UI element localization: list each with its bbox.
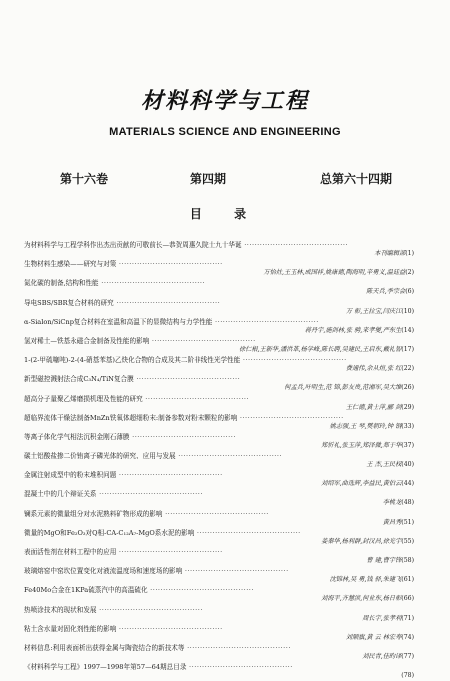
toc-entry[interactable] bbox=[14, 413, 414, 432]
toc-leader-dots: ········································ bbox=[162, 509, 269, 518]
toc-page-number: (1) bbox=[405, 250, 414, 257]
toc-entry-title: 混凝土中的几个辩证关系 ········································ bbox=[24, 490, 203, 499]
toc-entry-authors bbox=[239, 346, 414, 354]
toc-author-names: 万怡灶,王玉林,成国祥,姚康德,陶海明,辛勇义,温廷益 bbox=[263, 269, 406, 277]
contents-heading: 目 录 bbox=[189, 207, 261, 221]
toc-entry[interactable] bbox=[14, 605, 414, 624]
toc-entry-authors bbox=[362, 615, 414, 623]
toc-leader-dots: ········································ bbox=[212, 317, 319, 326]
toc-page-number: (2) bbox=[405, 269, 414, 277]
toc-entry-title: 1-(2-甲硫噻吨)-2-(4-硝基苯基)乙炔化合物的合成及其二阶非线性光学性能 ········································ bbox=[24, 356, 347, 365]
toc-entry-title: 镧系元素的微量组分对水泥熟料矿物形成的影响 ········································ bbox=[24, 509, 269, 518]
toc-page-number: (58) bbox=[401, 557, 414, 564]
toc-leader-dots: ········································ bbox=[96, 490, 203, 499]
toc-page-number: (22) bbox=[401, 365, 414, 373]
toc-page-number: (51) bbox=[401, 518, 414, 526]
toc-author-names: 本刊编辑部 bbox=[374, 250, 406, 257]
toc-entry[interactable] bbox=[14, 509, 414, 528]
toc-page-number: (40) bbox=[401, 461, 414, 469]
toc-entry-title: 微量的MgO和Fe₂O₃对Q相-CA-C₁₂A₇-MgO系水泥的影响 ········································ bbox=[24, 528, 301, 537]
toc-page-number: (33) bbox=[401, 422, 414, 430]
toc-entry-title: 热喷涂技术的现状和发展 ········································ bbox=[24, 605, 203, 614]
issue-info bbox=[60, 170, 400, 188]
toc-author-names: 刘绍军,曲选辉,李益民,黄伯云 bbox=[321, 480, 402, 488]
toc-author-names: 姚志强,王 琴,樊朝玲,钟 钢 bbox=[329, 422, 402, 430]
toc-entry[interactable] bbox=[14, 643, 414, 662]
toc-page-number: (44) bbox=[401, 480, 414, 488]
toc-entry-title: 为材料科学与工程学科作出杰出贡献的可敬前长—恭贺周惠久院士九十华诞 ········································ bbox=[24, 241, 349, 249]
toc-entry[interactable] bbox=[14, 489, 414, 508]
toc-entry-authors bbox=[321, 538, 414, 546]
journal-title-cn: 材料科学与工程 bbox=[140, 88, 309, 114]
toc-entry-authors bbox=[321, 595, 414, 603]
toc-entry-title: 新型磁控溅射法合成C₃N₄/TiN复合膜 ········································ bbox=[24, 375, 241, 384]
toc-author-names: 刘民青,佳旳译 bbox=[362, 652, 402, 660]
toc-leader-dots: ········································ bbox=[96, 605, 203, 614]
toc-author-names: 周长宇,张孝利 bbox=[362, 614, 402, 622]
toc-leader-dots: ········································ bbox=[186, 663, 293, 672]
toc-entry-authors bbox=[330, 576, 414, 584]
toc-author-names: 曹 建,曹宇锋 bbox=[366, 557, 402, 564]
toc-leader-dots: ········································ bbox=[175, 452, 283, 461]
toc-entry-title: 氢对稀土—铁基永磁合金制备及性能的影响 ········································ bbox=[24, 336, 256, 345]
toc-entry-authors bbox=[383, 499, 414, 507]
toc-entry-title: 金属注射成型中的粉末堆积问题 ········································ bbox=[24, 471, 223, 480]
toc-author-names: 黄昌秀 bbox=[382, 518, 402, 526]
toc-page-number: (61) bbox=[401, 576, 414, 584]
toc-entry-title: α-Sialon/SiCnp复合材料在室温和高温下的显微结构与力学性能 ········································ bbox=[24, 317, 319, 326]
toc-entry-authors bbox=[366, 461, 414, 469]
toc-entry-title: 表面活性剂在材料工程中的应用 ········································ bbox=[24, 548, 223, 556]
toc-entry[interactable] bbox=[14, 566, 414, 585]
toc-author-names: 沈锦林,吴 勇,钱 驿,朱建飞 bbox=[329, 576, 402, 584]
issue-total: 总第六十四期 bbox=[320, 172, 393, 186]
toc-author-names: 郑忻礼,张玉萍,郑泽微,郑于华 bbox=[321, 441, 402, 449]
toc-author-names: 姜秦华,杨利群,封汉昌,徐光宇 bbox=[321, 537, 402, 545]
toc-page-number: (26) bbox=[401, 384, 414, 392]
toc-entry[interactable] bbox=[14, 547, 414, 566]
toc-entry-title: 超高分子量聚乙烯磨损机理及性能的研究 ········································ bbox=[24, 394, 250, 403]
toc-entry[interactable] bbox=[14, 336, 414, 355]
toc-entry-authors bbox=[362, 653, 414, 661]
toc-page-number: (71) bbox=[401, 614, 414, 622]
toc-entry-title: 粘土含水量对固化剂性能的影响 ········································ bbox=[24, 624, 223, 633]
toc-author-names: 陈天兵,季宗会 bbox=[366, 288, 406, 296]
toc-leader-dots: ········································ bbox=[129, 432, 236, 441]
toc-entry-authors bbox=[346, 308, 414, 316]
toc-leader-dots: ········································ bbox=[116, 548, 223, 556]
toc-author-names: 何孟兵,叶明生,范 锦,彭友贵,范湘军,吴大维 bbox=[284, 384, 402, 392]
toc-leader-dots: ········································ bbox=[149, 336, 256, 345]
toc-entry-authors bbox=[401, 672, 414, 680]
toc-entry-title: 材料信息:利用表面析出获得金属与陶瓷结合的新技术等 ········································ bbox=[24, 643, 291, 652]
toc-entry-authors bbox=[383, 519, 414, 527]
toc-entry-authors bbox=[305, 327, 414, 335]
toc-entry-title: 《材料科学与工程》1997—1998年第57—64期总目录 ········································ bbox=[24, 663, 293, 672]
toc-leader-dots: ········································ bbox=[116, 471, 223, 480]
toc-page-number: (66) bbox=[401, 595, 414, 603]
toc-entry[interactable] bbox=[14, 451, 414, 470]
toc-entry-authors bbox=[330, 423, 414, 431]
table-of-contents bbox=[14, 240, 414, 681]
toc-author-names: 王 杰,王民权 bbox=[366, 461, 402, 469]
toc-entry[interactable] bbox=[14, 317, 414, 336]
toc-entry[interactable] bbox=[14, 624, 414, 643]
toc-entry[interactable] bbox=[14, 470, 414, 489]
issue-volume: 第十六卷 bbox=[60, 172, 109, 186]
toc-leader-dots: ········································ bbox=[237, 413, 344, 422]
toc-page-number: (48) bbox=[401, 499, 414, 507]
toc-author-names: 费通伟,余从煊,张 红 bbox=[345, 365, 402, 373]
toc-page-number: (74) bbox=[401, 633, 414, 641]
toc-entry-title: 等离子体化学气相法沉积金刚石薄膜 ········································ bbox=[24, 432, 236, 441]
toc-entry-authors bbox=[374, 250, 414, 258]
toc-leader-dots: ········································ bbox=[116, 624, 223, 633]
toc-leader-dots: ········································ bbox=[116, 260, 223, 269]
toc-author-names: 刘海平,齐慧滨,何业东,杨日彰 bbox=[321, 595, 402, 603]
toc-entry-authors bbox=[366, 288, 414, 296]
toc-page-number: (78) bbox=[401, 672, 414, 680]
toc-entry[interactable] bbox=[14, 355, 414, 374]
toc-leader-dots: ········································ bbox=[194, 528, 301, 537]
toc-entry-title: 碳土铝酸盐掺二价铕离子磷光体的研究、应用与发展 ········································ bbox=[24, 452, 283, 461]
toc-entry-authors bbox=[346, 634, 414, 642]
toc-entry[interactable] bbox=[14, 528, 414, 547]
toc-entry-authors bbox=[346, 365, 414, 373]
toc-leader-dots: ········································ bbox=[241, 241, 349, 249]
toc-entry[interactable] bbox=[14, 374, 414, 393]
toc-page-number: (29) bbox=[401, 403, 414, 411]
toc-entry[interactable] bbox=[14, 394, 414, 413]
toc-author-names: 万 彰,王拉宝,闫庆江 bbox=[345, 307, 402, 315]
toc-page-number: (6) bbox=[405, 288, 414, 296]
journal-title-en: MATERIALS SCIENCE AND ENGINEERING bbox=[109, 126, 341, 138]
toc-entry-title: 玻璃熔窑中窑坎位置变化对液流温度场和速度场的影响 ········································ bbox=[24, 567, 289, 576]
toc-entry-authors bbox=[366, 557, 414, 565]
toc-entry-title: 导电SBS/SBR复合材料的研究 ········································ bbox=[24, 298, 221, 307]
issue-number: 第四期 bbox=[190, 172, 227, 186]
toc-leader-dots: ········································ bbox=[98, 279, 206, 288]
toc-page-number: (37) bbox=[401, 441, 414, 449]
toc-entry[interactable] bbox=[14, 240, 414, 259]
toc-leader-dots: ········································ bbox=[113, 298, 221, 307]
toc-leader-dots: ········································ bbox=[184, 643, 291, 652]
toc-entry-title: 氮化碳的制备,结构和性能 ········································ bbox=[24, 279, 206, 288]
toc-author-names: 徐仁根,王新华,潘洪革,杨学峰,陈长聘,吴建民,王启东,戴礼智 bbox=[239, 345, 402, 353]
toc-author-names: 蒋丹宇,施剑林,张 骋,来孝燮,严东生 bbox=[304, 326, 402, 334]
toc-leader-dots: ········································ bbox=[133, 375, 241, 384]
toc-leader-dots: ········································ bbox=[142, 394, 250, 403]
toc-entry-title: 生物材料生感染——研究与对策 ········································ bbox=[24, 260, 223, 269]
toc-page-number: (10) bbox=[401, 307, 414, 315]
toc-entry-authors bbox=[263, 269, 414, 277]
toc-entry-authors bbox=[321, 480, 414, 488]
toc-entry[interactable] bbox=[14, 585, 414, 604]
toc-entry-authors bbox=[346, 404, 414, 412]
toc-leader-dots: ········································ bbox=[182, 567, 289, 576]
toc-entry-authors bbox=[284, 384, 414, 392]
toc-entry-authors bbox=[321, 442, 414, 450]
toc-author-names: 刘顺旗,黄 云 林宏寿 bbox=[345, 633, 402, 641]
toc-entry[interactable] bbox=[14, 662, 414, 681]
toc-entry[interactable] bbox=[14, 259, 414, 278]
toc-leader-dots: ········································ bbox=[147, 586, 254, 595]
toc-entry-title: Fe40Mo合金在1KPa硫蒸汽中的高温硫化 ········································ bbox=[24, 586, 254, 595]
toc-page-number: (77) bbox=[401, 652, 414, 660]
toc-page-number: (55) bbox=[401, 537, 414, 545]
toc-author-names: 李桃龙 bbox=[382, 499, 402, 507]
toc-page-number: (14) bbox=[401, 326, 414, 334]
toc-author-names: 王仁德,黄士萍,郦 剑 bbox=[345, 403, 402, 411]
toc-page-number: (17) bbox=[401, 345, 414, 353]
toc-entry-title: 超临界流体干燥法制备MnZn铁氧体超细粉末:制备参数对粉末颗粒的影响 ········································ bbox=[24, 413, 344, 422]
toc-entry[interactable] bbox=[14, 432, 414, 451]
toc-leader-dots: ········································ bbox=[240, 356, 347, 365]
toc-entry[interactable] bbox=[14, 298, 414, 317]
toc-entry[interactable] bbox=[14, 278, 414, 297]
